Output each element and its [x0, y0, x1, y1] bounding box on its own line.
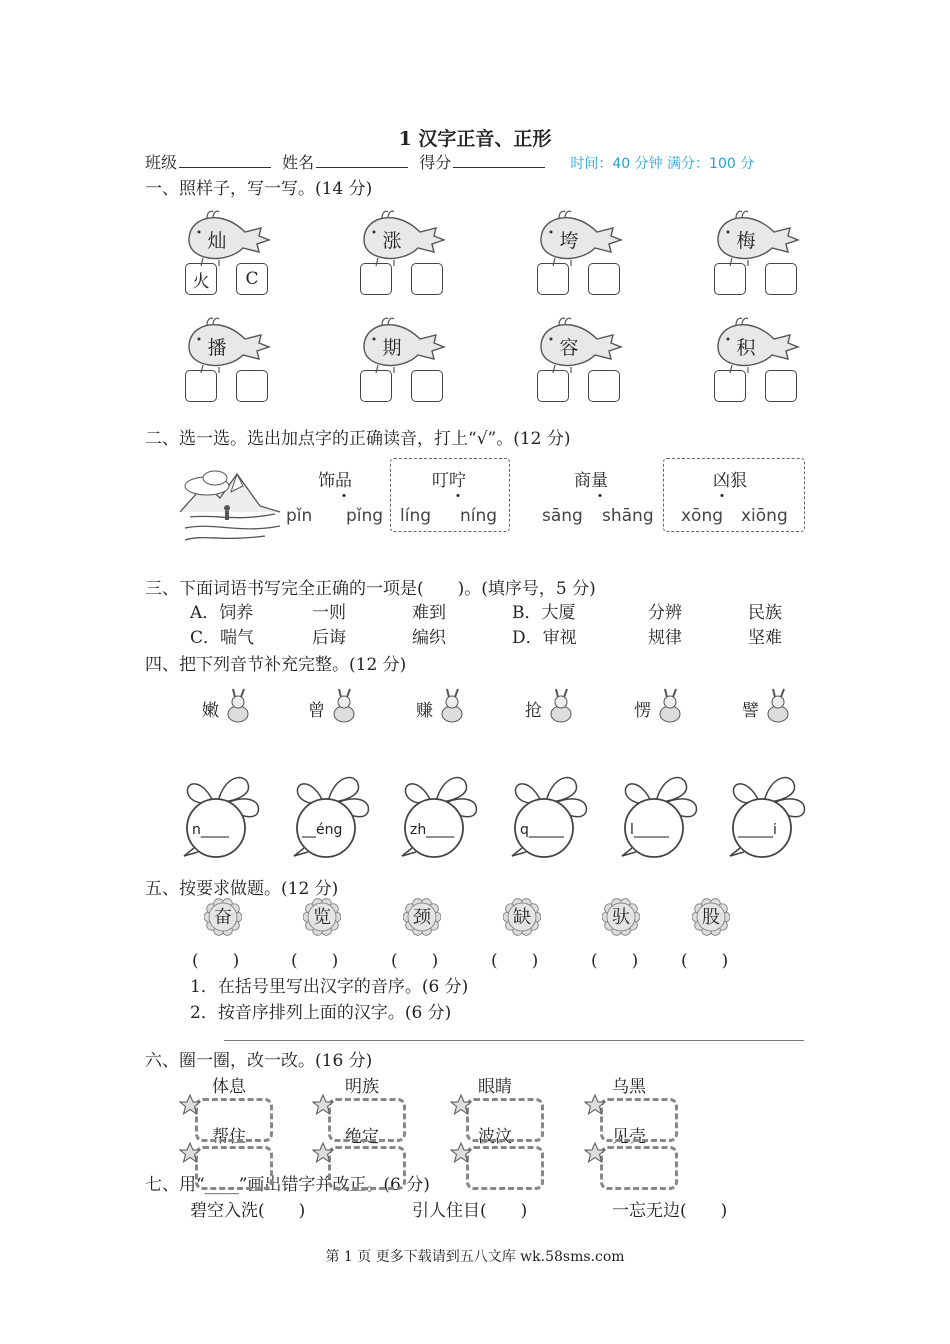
flower-character: 颈	[413, 907, 431, 928]
choice-word: C．喘气	[190, 628, 255, 648]
word-row1: 眼睛	[478, 1077, 512, 1097]
syllable-blank[interactable]: _____i	[738, 822, 777, 838]
section-2-heading: 二、选一选。选出加点字的正确读音，打上“√”。(12 分)	[145, 429, 571, 449]
character: 商	[574, 471, 591, 491]
radish-icon	[612, 770, 704, 860]
word-row1: 体息	[212, 1077, 246, 1097]
answer-box[interactable]: C	[236, 263, 268, 295]
answer-box[interactable]	[236, 370, 268, 402]
score-label: 得分	[419, 153, 452, 172]
rabbit-icon	[764, 688, 794, 724]
page-footer: 第 1 页 更多下载请到五八文库 wk.58sms.com	[325, 1249, 625, 1265]
dotted-character: 凶	[713, 466, 730, 491]
section-5-heading: 五、按要求做题。(12 分)	[145, 879, 339, 899]
class-blank[interactable]	[179, 152, 271, 168]
choice-word: 难到	[412, 603, 446, 623]
page-title: 1 汉字正音、正形	[398, 128, 552, 150]
word-row2: 波汶	[478, 1127, 512, 1147]
rabbit-icon	[438, 688, 468, 724]
sequence-paren[interactable]: ( )	[491, 951, 539, 971]
answer-box[interactable]	[537, 370, 569, 402]
name-label: 姓名	[282, 153, 315, 172]
answer-box[interactable]	[411, 370, 443, 402]
choice-word: 规律	[648, 628, 682, 648]
radish-icon	[392, 770, 484, 860]
radish-icon	[174, 770, 266, 860]
answer-box[interactable]	[411, 263, 443, 295]
mountain-road-illustration	[175, 462, 285, 542]
sequence-paren[interactable]: ( )	[591, 951, 639, 971]
section-4-heading: 四、把下列音节补充完整。(12 分)	[145, 655, 407, 675]
choice-word: 分辨	[648, 603, 682, 623]
correction-box[interactable]	[195, 1098, 273, 1142]
answer-box[interactable]	[360, 370, 392, 402]
syllable-blank[interactable]: q_____	[520, 822, 564, 838]
pinyin-word	[318, 466, 352, 491]
star-icon	[584, 1142, 606, 1164]
radish-icon	[720, 770, 812, 860]
star-icon	[179, 1094, 201, 1116]
star-icon	[450, 1094, 472, 1116]
sequence-paren[interactable]: ( )	[192, 951, 240, 971]
correction-box[interactable]	[466, 1098, 544, 1142]
dotted-character: 量	[591, 466, 608, 491]
syllable-blank[interactable]: l_____	[630, 822, 669, 838]
bird-character: 容	[559, 337, 579, 359]
word-row1: 明族	[345, 1077, 379, 1097]
rabbit-icon	[330, 688, 360, 724]
bird-character: 垮	[559, 230, 579, 252]
character: 饰	[318, 471, 335, 491]
pinyin-option[interactable]: shāng	[602, 506, 654, 526]
answer-box[interactable]: 火	[185, 263, 217, 295]
answer-box[interactable]	[588, 263, 620, 295]
section-7-heading: 七、用“____”画出错字并改正。(6 分)	[145, 1175, 430, 1195]
idiom-item: 引人住目( )	[412, 1201, 528, 1221]
choice-word: A．饲养	[190, 603, 254, 623]
section-6-heading: 六、圈一圈，改一改。(16 分)	[145, 1051, 373, 1071]
rabbit-icon	[656, 688, 686, 724]
radish-icon	[502, 770, 594, 860]
pinyin-option[interactable]: sāng	[542, 506, 583, 526]
score-blank[interactable]	[453, 152, 545, 168]
idiom-item: 碧空入洗( )	[190, 1201, 306, 1221]
correction-box[interactable]	[600, 1098, 678, 1142]
correction-box[interactable]	[195, 1146, 273, 1190]
class-label: 班级	[145, 153, 178, 172]
character: 叮	[432, 471, 449, 491]
character: 狠	[730, 471, 747, 491]
pinyin-option[interactable]: líng	[400, 506, 432, 526]
correction-box[interactable]	[328, 1098, 406, 1142]
choice-word: 坚难	[748, 628, 782, 648]
star-icon	[312, 1094, 334, 1116]
answer-box[interactable]	[588, 370, 620, 402]
rabbit-character: 赚	[416, 701, 433, 721]
star-icon	[179, 1142, 201, 1164]
bird-character: 灿	[207, 230, 227, 252]
bird-character: 播	[207, 337, 227, 359]
choice-word: 一则	[312, 603, 346, 623]
choice-word: 民族	[748, 603, 782, 623]
rabbit-icon	[224, 688, 254, 724]
flower-character: 览	[313, 907, 331, 928]
correction-box[interactable]	[466, 1146, 544, 1190]
answer-box[interactable]	[185, 370, 217, 402]
word-row2: 见壳	[612, 1127, 646, 1147]
word-row1: 乌黑	[612, 1077, 646, 1097]
sequence-paren[interactable]: ( )	[681, 951, 729, 971]
star-icon	[584, 1094, 606, 1116]
choice-word: D．审视	[512, 628, 577, 648]
pinyin-word	[574, 466, 608, 491]
word-row2: 绝定	[345, 1127, 379, 1147]
answer-box[interactable]	[360, 263, 392, 295]
answer-line[interactable]	[224, 1040, 804, 1041]
word-row2: 帮住	[212, 1127, 246, 1147]
flower-character: 驮	[612, 907, 630, 928]
star-icon	[450, 1142, 472, 1164]
choice-word: B．大厦	[512, 603, 576, 623]
flower-character: 奋	[214, 907, 232, 928]
bird-character: 积	[736, 337, 756, 359]
syllable-blank[interactable]: __éng	[302, 822, 343, 838]
rabbit-character: 抢	[525, 701, 542, 721]
syllable-blank[interactable]: n____	[192, 822, 229, 838]
choice-word: 编织	[412, 628, 446, 648]
correction-box[interactable]	[600, 1146, 678, 1190]
answer-box[interactable]	[714, 370, 746, 402]
answer-box[interactable]	[765, 370, 797, 402]
pinyin-option[interactable]: xōng	[681, 506, 724, 526]
question-5-2: 2．按音序排列上面的汉字。(6 分)	[190, 1003, 452, 1023]
rabbit-character: 嫩	[202, 701, 219, 721]
answer-box[interactable]	[537, 263, 569, 295]
choice-word: 后诲	[312, 628, 346, 648]
answer-box[interactable]	[714, 263, 746, 295]
sequence-paren[interactable]: ( )	[291, 951, 339, 971]
bird-character: 涨	[382, 230, 402, 252]
rabbit-icon	[547, 688, 577, 724]
student-info-row	[145, 150, 754, 173]
star-icon	[312, 1142, 334, 1164]
section-3-heading: 三、下面词语书写完全正确的一项是( )。(填序号，5 分)	[145, 579, 596, 599]
answer-box[interactable]	[765, 263, 797, 295]
section-1-heading: 一、照样子，写一写。(14 分)	[145, 179, 373, 199]
pinyin-option[interactable]: pǐng	[346, 506, 384, 526]
name-blank[interactable]	[316, 152, 408, 168]
pinyin-option[interactable]: pǐn	[286, 506, 313, 526]
pinyin-word	[713, 466, 747, 491]
bird-character: 期	[382, 337, 402, 359]
syllable-blank[interactable]: zh____	[410, 822, 455, 838]
sequence-paren[interactable]: ( )	[391, 951, 439, 971]
question-5-1: 1．在括号里写出汉字的音序。(6 分)	[190, 977, 469, 997]
time-limit: 时间：40 分钟 满分：100 分	[570, 156, 755, 172]
pinyin-option[interactable]: níng	[460, 506, 498, 526]
pinyin-word	[432, 466, 466, 491]
bird-character: 梅	[736, 230, 756, 252]
correction-box[interactable]	[328, 1146, 406, 1190]
rabbit-character: 愣	[634, 701, 651, 721]
rabbit-character: 曾	[308, 701, 325, 721]
flower-character: 缺	[513, 907, 531, 928]
flower-character: 股	[702, 907, 720, 928]
dotted-character: 咛	[449, 466, 466, 491]
dotted-character: 品	[335, 466, 352, 491]
pinyin-option[interactable]: xiōng	[741, 506, 788, 526]
radish-icon	[284, 770, 376, 860]
idiom-item: 一忘无边( )	[612, 1201, 728, 1221]
rabbit-character: 譬	[742, 701, 759, 721]
